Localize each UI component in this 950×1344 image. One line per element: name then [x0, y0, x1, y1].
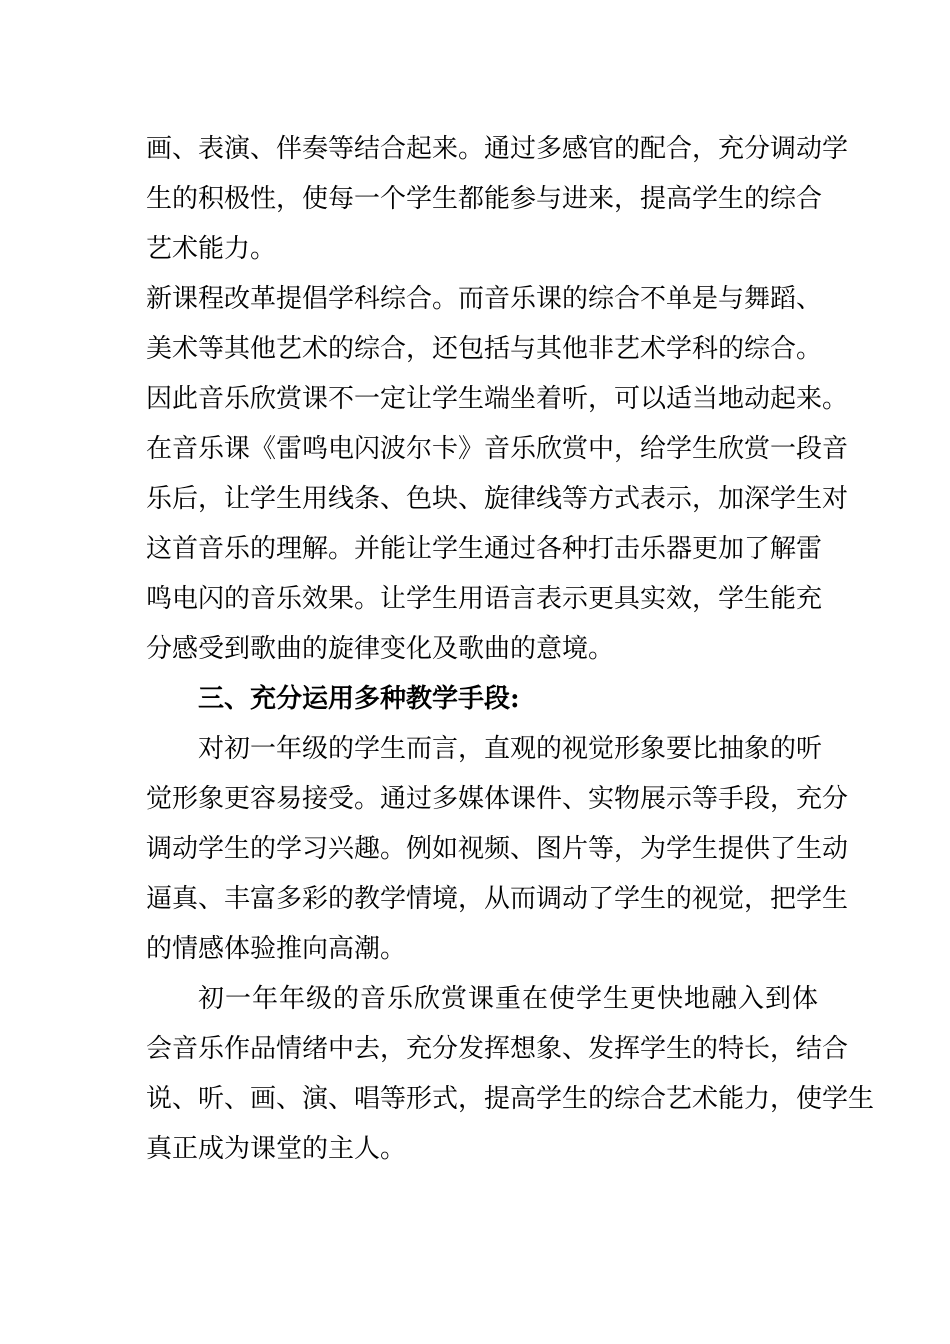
- text-line: 画、表演、伴奏等结合起来。通过多感官的配合，充分调动学: [146, 134, 849, 164]
- text-line: 说、听、画、演、唱等形式，提高学生的综合艺术能力，使学生: [146, 1084, 875, 1114]
- text-line: 会音乐作品情绪中去，充分发挥想象、发挥学生的特长，结合: [146, 1034, 849, 1064]
- text-line: 调动学生的学习兴趣。例如视频、图片等，为学生提供了生动: [146, 834, 849, 864]
- text-line: 分感受到歌曲的旋律变化及歌曲的意境。: [146, 634, 615, 664]
- text-line: 艺术能力。: [146, 234, 277, 264]
- text-line: 因此音乐欣赏课不一定让学生端坐着听，可以适当地动起来。: [146, 384, 849, 414]
- text-line: 逼真、丰富多彩的教学情境，从而调动了学生的视觉，把学生: [146, 884, 849, 914]
- text-line: 的情感体验推向高潮。: [146, 934, 407, 964]
- text-line: 生的积极性，使每一个学生都能参与进来，提高学生的综合: [146, 184, 823, 214]
- text-line: 美术等其他艺术的综合，还包括与其他非艺术学科的综合。: [146, 334, 823, 364]
- paragraph-curriculum-reform: [146, 274, 849, 674]
- text-line: 新课程改革提倡学科综合。而音乐课的综合不单是与舞蹈、: [146, 284, 823, 314]
- text-line: 真正成为课堂的主人。: [146, 1134, 407, 1164]
- text-line: 对初一年级的学生而言，直观的视觉形象要比抽象的听: [198, 734, 823, 764]
- text-line: 这首音乐的理解。并能让学生通过各种打击乐器更加了解雷: [146, 534, 823, 564]
- text-line: 乐后，让学生用线条、色块、旋律线等方式表示，加深学生对: [146, 484, 849, 514]
- text-line: 初一年年级的音乐欣赏课重在使学生更快地融入到体: [198, 984, 818, 1014]
- text-line: 鸣电闪的音乐效果。让学生用语言表示更具实效，学生能充: [146, 584, 823, 614]
- paragraph-conclusion: [146, 974, 875, 1174]
- text-line: 觉形象更容易接受。通过多媒体课件、实物展示等手段，充分: [146, 784, 849, 814]
- document-body: [146, 124, 875, 1174]
- paragraph-continuation: [146, 124, 849, 274]
- section-heading: 三、充分运用多种教学手段:: [198, 684, 520, 714]
- paragraph-visual-teaching: [146, 724, 849, 974]
- text-line: 在音乐课《雷鸣电闪波尔卡》音乐欣赏中，给学生欣赏一段音: [146, 434, 849, 464]
